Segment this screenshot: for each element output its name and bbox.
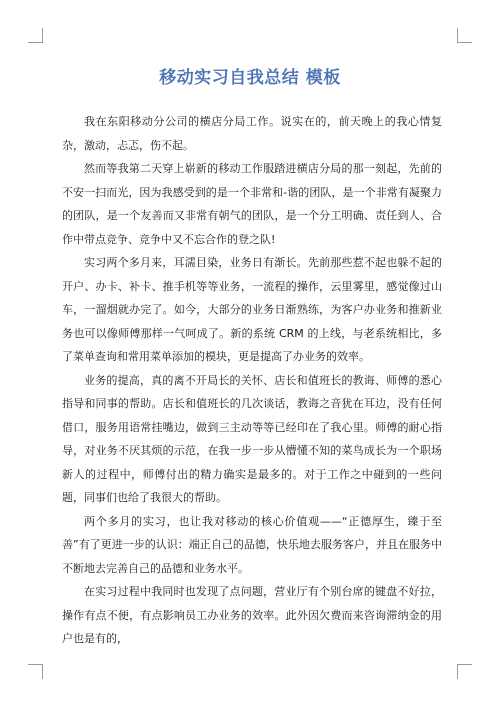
paragraph: 实习两个多月来，耳濡目染，业务日有渐长。先前那些惹不起也躲不起的开户、办卡、补卡、推手机等等业务，一流程的操作，云里雾里，感觉像过山车，一溜烟就办完了。如今，大部分的业务日渐熟练，为客户办业务和推新业务也可以像师傅那样一气呵成了。新的系统 CRM 的上线，与老系统相比，多了菜单查询和常用菜单添加的模块，更是提高了办业务的效率。 [62, 256, 442, 363]
crop-mark-top-left [28, 28, 43, 43]
crop-mark-bottom-right [457, 664, 472, 679]
crop-mark-bottom-left [28, 664, 43, 679]
paragraph: 两个多月的实习，也让我对移动的核心价值观——“正德厚生，臻于至善”有了更进一步的认识：端正自己的品德，快乐地去服务客户，并且在服务中不断地去完善自己的品德和业务水平。 [62, 514, 442, 575]
document-title: 移动实习自我总结 模板 [159, 68, 341, 88]
paragraph: 我在东阳移动分公司的横店分局工作。说实在的，前天晚上的我心情复杂，激动，忐忑，伤不起。 [62, 115, 442, 152]
paragraph: 在实习过程中我同时也发现了点问题，营业厅有个别台席的键盘不好拉，操作有点不便，有点影响员工办业务的效率。此外因欠费而来咨询滞纳金的用户也是有的， [62, 585, 442, 645]
crop-mark-top-right [457, 28, 472, 43]
paragraph: 然而等我第二天穿上崭新的移动工作服踏进横店分局的那一刻起，先前的不安一扫而光，因为我感受到的是一个非常和-谐的团队，是一个非常有凝聚力的团队，是一个友善而又非常有朝气的团队，是一个分工明确、责任到人、合作中带点竞争、竞争中又不忘合作的登之队! [62, 162, 442, 246]
document-body [62, 110, 442, 651]
paragraph: 业务的提高，真的离不开局长的关怀、店长和值班长的教诲、师傅的悉心指导和同事的帮助。店长和值班长的几次谈话，教诲之音犹在耳边，没有任何借口，服务用语常挂嘴边，做到三主动等等已经印在了我心里。师傅的耐心指导，对业务不厌其烦的示范，在我一步一步从懵懂不知的菜鸟成长为一个职场新人的过程中，师傅付出的精力确实是最多的。对于工作之中碰到的一些问题，同事们也给了我很大的帮助。 [62, 373, 442, 504]
